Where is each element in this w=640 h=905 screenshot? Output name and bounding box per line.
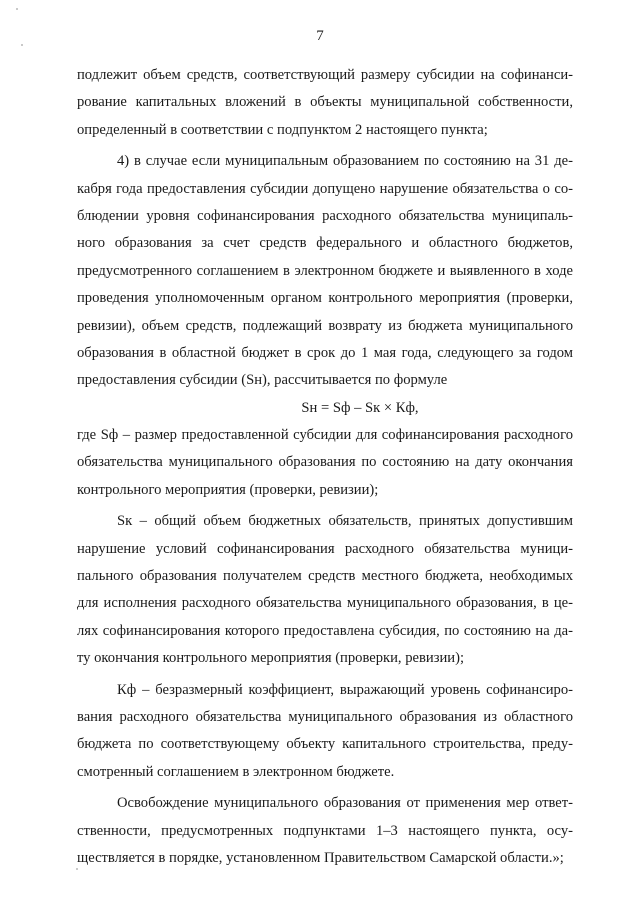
paragraph (77, 422, 573, 504)
text-line: определенный в соответствии с подпунктом 2 настоящего пункта; (77, 121, 488, 138)
page-number: 7 (316, 28, 324, 44)
text-line: проведения уполномоченным органом контрольного мероприятия (проверки, (77, 290, 573, 307)
text-line: кабря года предоставления субсидии допущено нарушение обязательства о со- (77, 180, 573, 197)
formula-block (77, 395, 573, 422)
paragraph (77, 677, 573, 787)
text-line: ственности, предусмотренных подпунктами 1–3 настоящего пункта, осу- (77, 822, 573, 839)
text-line: рование капитальных вложений в объекты муниципальной собственности, (77, 94, 573, 111)
paragraph (77, 508, 573, 672)
text-line: Sк – общий объем бюджетных обязательств, принятых допустившим (117, 513, 573, 530)
text-line: образования в областной бюджет в срок до 1 мая года, следующего за годом (77, 344, 573, 361)
text-line: ту окончания контрольного мероприятия (проверки, ревизии); (77, 650, 465, 667)
text-line: Освобождение муниципального образования от применения мер ответ- (117, 795, 573, 812)
text-line: предусмотренного соглашением в электронном бюджете и выявленного в ходе (77, 262, 573, 279)
text-line: ревизии), объем средств, подлежащий возврату из бюджета муниципального (77, 317, 573, 334)
text-line: предоставления субсидии (Sн), рассчитывается по формуле (77, 372, 448, 389)
text-line: для исполнения расходного обязательства муниципального образования, в це- (77, 595, 573, 612)
text-line: смотренный соглашением в электронном бюджете. (77, 763, 395, 780)
document-body (77, 62, 573, 872)
scan-speck (21, 44, 23, 46)
text-line: Кф – безразмерный коэффициент, выражающий уровень софинансиро- (117, 681, 573, 698)
text-line: ного образования за счет средств федерального и областного бюджетов, (77, 235, 573, 252)
text-line: подлежит объем средств, соответствующий размеру субсидии на софинанси- (77, 67, 573, 83)
text-line: контрольного мероприятия (проверки, ревизии); (77, 481, 379, 498)
scan-speck (16, 8, 18, 10)
text-line: 4) в случае если муниципальным образованием по состоянию на 31 де- (117, 153, 573, 170)
text-line: где Sф – размер предоставленной субсидии для софинансирования расходного (77, 427, 573, 444)
text-line: нарушение условий софинансирования расходного обязательства муници- (77, 540, 573, 557)
text-line: пального образования получателем средств местного бюджета, необходимых (77, 568, 573, 585)
text-line: блюдении уровня софинансирования расходного обязательства муниципаль- (77, 207, 573, 224)
text-line: ществляется в порядке, установленном Правительством Самарской области.»; (77, 849, 564, 866)
text-line: обязательства муниципального образования по состоянию на дату окончания (77, 454, 573, 471)
text-line: вания расходного обязательства муниципального образования из областного (77, 708, 573, 725)
text-line: бюджета по соответствующему объекту капитального строительства, преду- (77, 736, 573, 753)
paragraph (77, 62, 573, 144)
text-line: лях софинансирования которого предоставлена субсидия, по состоянию на да- (77, 622, 573, 639)
paragraph (77, 790, 573, 872)
formula: Sн = Sф – Sк × Кф, (301, 399, 419, 416)
paragraph (77, 148, 573, 395)
